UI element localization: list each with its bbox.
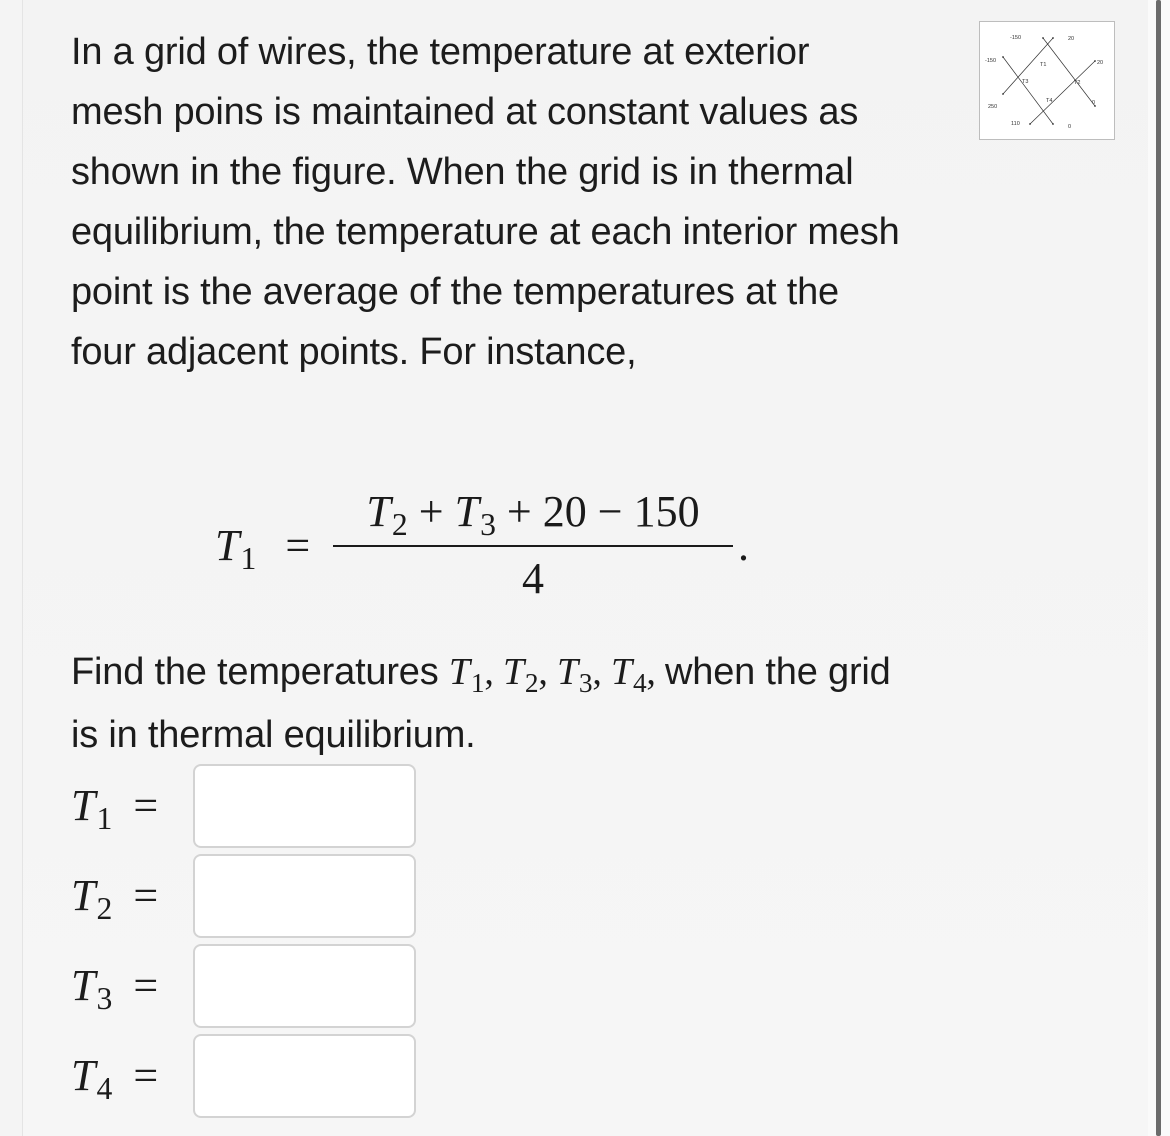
answer-t3-equals: = — [133, 961, 159, 1010]
numerator-plus-sign: + — [506, 487, 532, 536]
equation-denominator: 4 — [522, 554, 544, 603]
find-instruction — [71, 642, 911, 765]
fig-label-right-top: 20 — [1097, 60, 1104, 66]
find-var-t3-subscript: 3 — [578, 667, 593, 698]
fig-node-t3: T3 — [1022, 79, 1029, 85]
equilibrium-equation — [215, 478, 775, 608]
equation-equals-sign: = — [285, 521, 311, 570]
numerator-t2-variable: T — [366, 487, 391, 536]
find-separator: , — [646, 651, 666, 693]
answer-label-t3 — [71, 960, 159, 1016]
numerator-constant-150: 150 — [633, 487, 700, 536]
numerator-t3-subscript: 3 — [480, 506, 496, 542]
equation-period: . — [738, 521, 749, 570]
numerator-plus-sign: + — [418, 487, 444, 536]
answer-label-t2 — [71, 870, 159, 926]
find-separator: , — [592, 651, 611, 693]
answer-t2-variable: T — [71, 871, 96, 920]
fig-label-right-bottom: 0 — [1092, 100, 1096, 106]
numerator-t3-variable: T — [454, 487, 480, 536]
t1-answer-input[interactable] — [193, 764, 416, 848]
find-var-t4: T — [611, 651, 632, 693]
answer-t4-equals: = — [133, 1051, 159, 1100]
find-var-t2: T — [502, 651, 524, 693]
find-suffix: when the grid is in thermal equilibrium. — [71, 651, 891, 756]
answer-row-t3 — [71, 944, 431, 1030]
answer-t1-subscript: 1 — [96, 800, 113, 836]
scrollbar-track[interactable] — [1148, 0, 1170, 1136]
answer-label-t1 — [71, 780, 159, 836]
fraction-bar — [333, 545, 733, 547]
answer-t2-subscript: 2 — [96, 890, 113, 926]
t2-answer-input[interactable] — [193, 854, 416, 938]
wire-grid-figure[interactable] — [979, 21, 1115, 140]
fig-label-top-right: 20 — [1068, 36, 1075, 42]
answer-row-t1 — [71, 764, 431, 850]
find-separator: , — [538, 651, 557, 693]
fig-node-t4: T4 — [1046, 98, 1053, 104]
fig-node-t2: T2 — [1074, 80, 1081, 86]
t3-answer-input[interactable] — [193, 944, 416, 1028]
equation-lhs-variable: T — [215, 521, 240, 570]
answer-t3-variable: T — [71, 961, 96, 1010]
answer-t1-equals: = — [133, 781, 159, 830]
find-separator: , — [484, 651, 503, 693]
fig-label-left-top: -150 — [985, 58, 997, 64]
fig-node-t1: T1 — [1040, 62, 1047, 68]
answer-t4-subscript: 4 — [96, 1070, 113, 1106]
scrollbar-thumb[interactable] — [1156, 0, 1161, 1136]
find-var-t1-subscript: 1 — [470, 667, 485, 698]
answer-row-t4 — [71, 1034, 431, 1120]
find-var-t4-subscript: 4 — [632, 667, 647, 698]
find-var-t3: T — [556, 651, 578, 693]
answer-t4-variable: T — [71, 1051, 96, 1100]
find-var-t2-subscript: 2 — [524, 667, 539, 698]
fig-label-bottom-left: 110 — [1011, 121, 1020, 127]
numerator-constant-20: 20 — [542, 487, 587, 536]
equation-lhs — [215, 520, 311, 576]
fig-label-left-bottom: 250 — [988, 104, 998, 110]
answer-t3-subscript: 3 — [96, 980, 113, 1016]
numerator-t2-subscript: 2 — [391, 506, 408, 542]
answer-label-t4 — [71, 1050, 159, 1106]
fig-label-bottom-right: 0 — [1068, 124, 1072, 130]
problem-statement: In a grid of wires, the temperature at exterior mesh poins is maintained at constant values as shown in the figure. When the grid is in thermal equilibrium, the temperature at each interior mesh point is the average of the temperatures at the four adjacent points. For instance, — [71, 31, 900, 373]
answer-row-t2 — [71, 854, 431, 940]
t4-answer-input[interactable] — [193, 1034, 416, 1118]
answer-t1-variable: T — [71, 781, 96, 830]
equation-numerator — [333, 486, 733, 542]
find-prefix: Find the temperatures — [71, 651, 449, 693]
answer-t2-equals: = — [133, 871, 159, 920]
fig-label-top-left: -150 — [1010, 35, 1022, 41]
find-var-t1: T — [448, 651, 470, 693]
equation-lhs-subscript: 1 — [240, 540, 257, 576]
wire-grid-diagram — [980, 22, 1114, 139]
numerator-minus-sign: − — [597, 487, 623, 536]
